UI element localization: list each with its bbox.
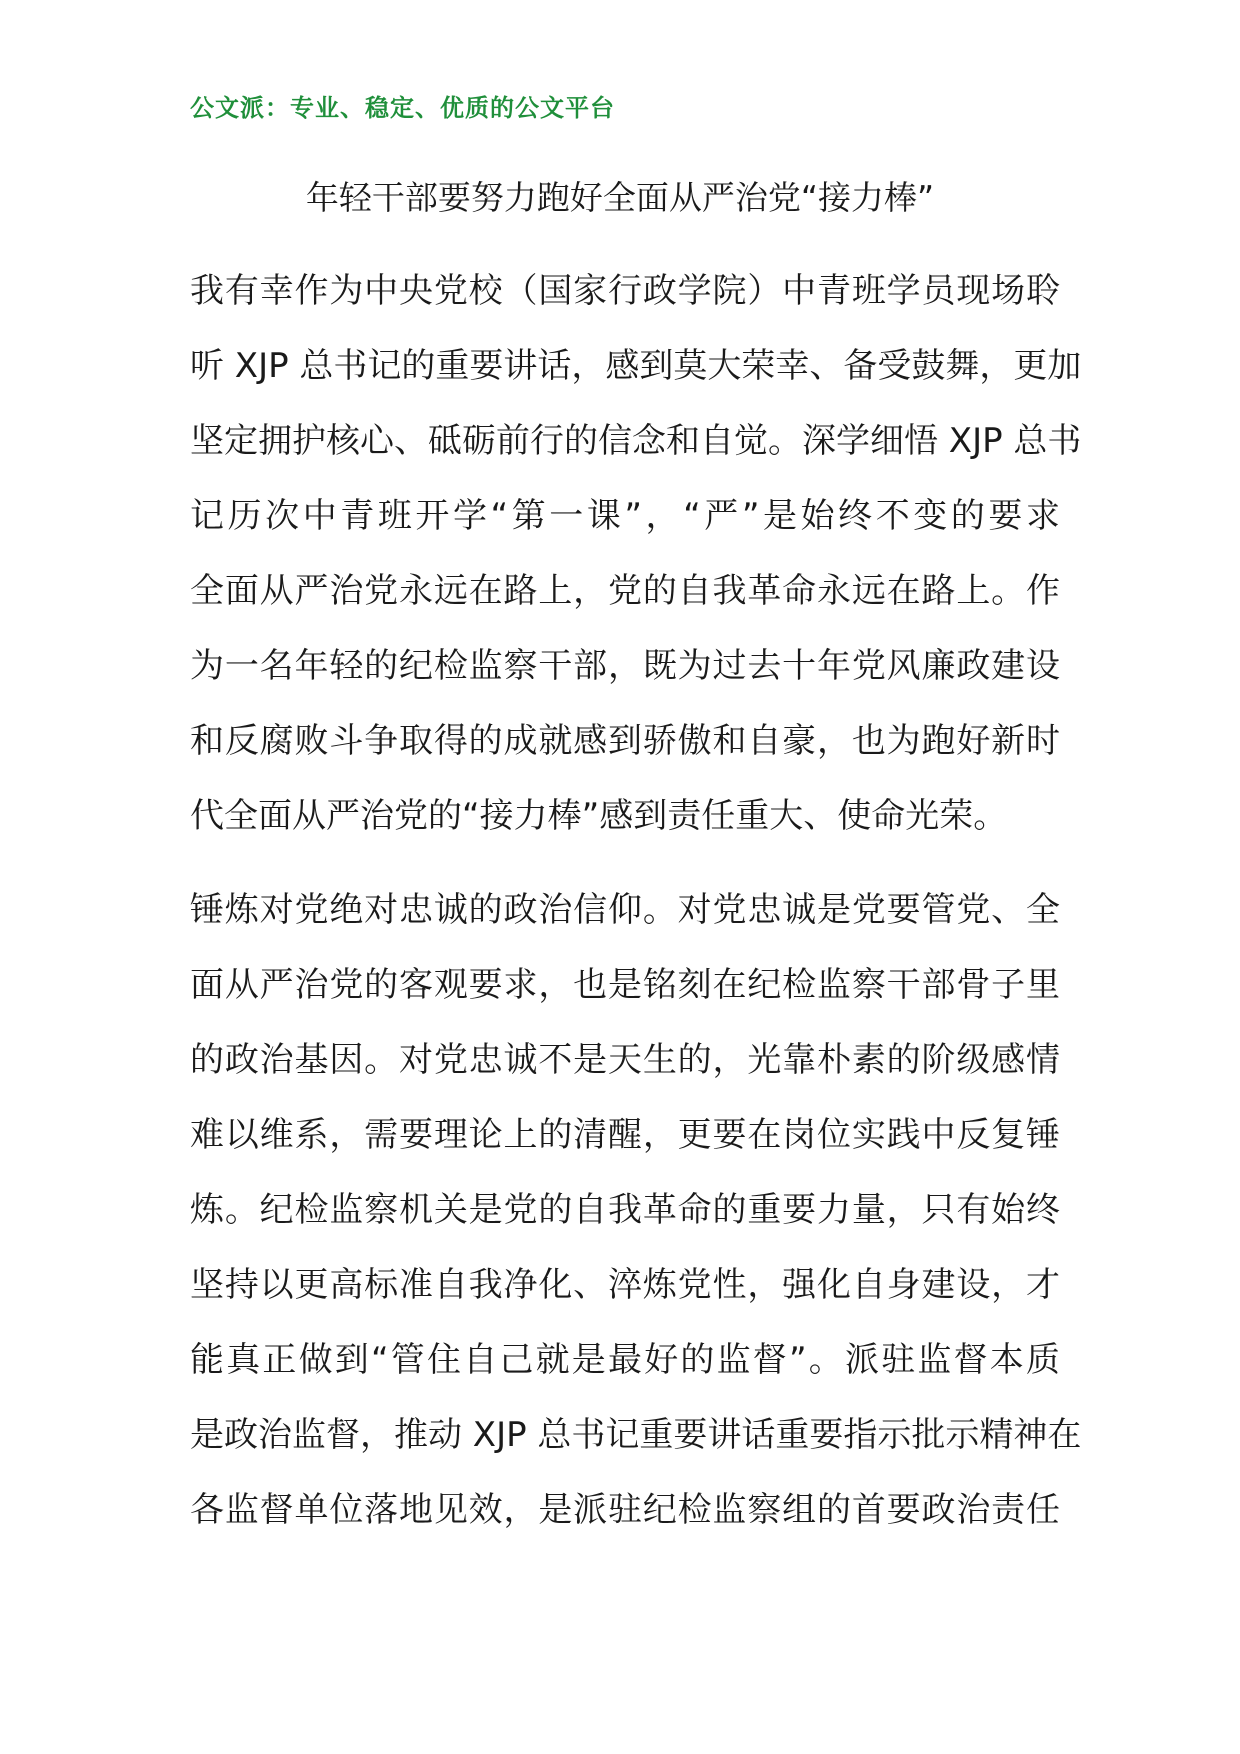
paragraph-line: 坚持以更高标准自我净化、淬炼党性，强化自身建设，才 (190, 1265, 1060, 1305)
paragraph-line: 和反腐败斗争取得的成就感到骄傲和自豪，也为跑好新时 (190, 721, 1060, 761)
paragraph-line: 各监督单位落地见效，是派驻纪检监察组的首要政治责任 (190, 1490, 1060, 1530)
paragraph-line: 炼。纪检监察机关是党的自我革命的重要力量，只有始终 (190, 1190, 1060, 1230)
paragraph-line: 全面从严治党永远在路上，党的自我革命永远在路上。作 (190, 571, 1060, 611)
paragraph-line: 听 XJP 总书记的重要讲话，感到莫大荣幸、备受鼓舞，更加 (190, 346, 1082, 386)
paragraph-1 (190, 254, 1082, 854)
paragraph-line: 难以维系，需要理论上的清醒，更要在岗位实践中反复锤 (190, 1115, 1060, 1155)
paragraph-2 (190, 873, 1082, 1548)
document-title: 年轻干部要努力跑好全面从严治党“接力棒” (305, 178, 935, 217)
header-banner: 公文派：专业、稳定、优质的公文平台 (190, 94, 615, 122)
paragraph-line: 面从严治党的客观要求，也是铭刻在纪检监察干部骨子里 (190, 965, 1060, 1005)
paragraph-line: 代全面从严治党的“接力棒”感到责任重大、使命光荣。 (190, 796, 1008, 836)
paragraph-line: 是政治监督，推动 XJP 总书记重要讲话重要指示批示精神在 (190, 1415, 1082, 1455)
paragraph-line: 能真正做到“管住自己就是最好的监督”。派驻监督本质 (190, 1340, 1060, 1380)
paragraph-line: 为一名年轻的纪检监察干部，既为过去十年党风廉政建设 (190, 646, 1060, 686)
paragraph-line: 坚定拥护核心、砥砺前行的信念和自觉。深学细悟 XJP 总书 (190, 421, 1082, 461)
paragraph-line: 的政治基因。对党忠诚不是天生的，光靠朴素的阶级感情 (190, 1040, 1060, 1080)
paragraph-line: 锤炼对党绝对忠诚的政治信仰。对党忠诚是党要管党、全 (190, 890, 1060, 930)
paragraph-line: 记历次中青班开学“第一课”，“严”是始终不变的要求 (190, 496, 1060, 536)
paragraph-line: 我有幸作为中央党校（国家行政学院）中青班学员现场聆 (190, 271, 1060, 311)
